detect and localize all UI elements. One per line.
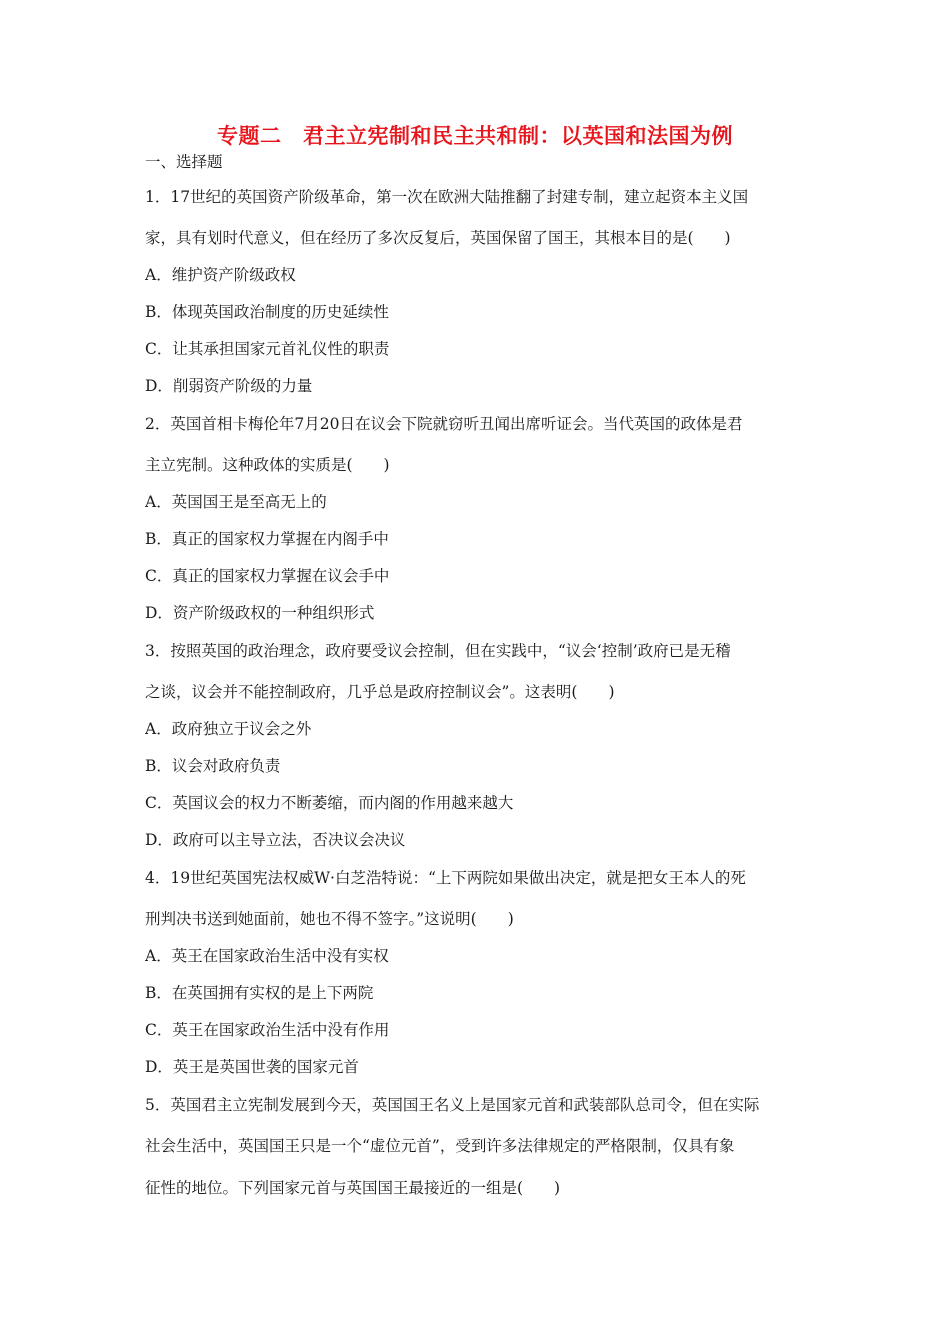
question-2-line-2: 主立宪制。这种政体的实质是( ) bbox=[145, 456, 390, 474]
question-2-option-c: C．真正的国家权力掌握在议会手中 bbox=[145, 567, 390, 585]
question-4-line-1: 4．19世纪英国宪法权威W·白芝浩特说：“上下两院如果做出决定，就是把女王本人的死 bbox=[145, 869, 746, 887]
question-2-option-d: D．资产阶级政权的一种组织形式 bbox=[145, 604, 375, 622]
question-4-option-a: A．英王在国家政治生活中没有实权 bbox=[145, 947, 389, 965]
question-1-line-2: 家，具有划时代意义，但在经历了多次反复后，英国保留了国王，其根本目的是( ) bbox=[145, 229, 731, 247]
question-2-line-1: 2．英国首相卡梅伦年7月20日在议会下院就窃听丑闻出席听证会。当代英国的政体是君 bbox=[145, 415, 743, 433]
question-1-option-c: C．让其承担国家元首礼仪性的职责 bbox=[145, 340, 390, 358]
question-3-option-a: A．政府独立于议会之外 bbox=[145, 720, 312, 738]
question-1-line-1: 1．17世纪的英国资产阶级革命，第一次在欧洲大陆推翻了封建专制，建立起资本主义国 bbox=[145, 188, 749, 206]
question-3-option-b: B．议会对政府负责 bbox=[145, 757, 281, 775]
question-3-line-1: 3．按照英国的政治理念，政府要受议会控制，但在实践中，“议会‘控制’政府已是无稽 bbox=[145, 642, 731, 660]
question-5-line-1: 5．英国君主立宪制发展到今天，英国国王名义上是国家元首和武装部队总司令，但在实际 bbox=[145, 1096, 760, 1114]
question-4-option-b: B．在英国拥有实权的是上下两院 bbox=[145, 984, 374, 1002]
question-2-option-b: B．真正的国家权力掌握在内阁手中 bbox=[145, 530, 389, 548]
question-4-option-d: D．英王是英国世袭的国家元首 bbox=[145, 1058, 359, 1076]
question-4-option-c: C．英王在国家政治生活中没有作用 bbox=[145, 1021, 390, 1039]
question-1-option-d: D．削弱资产阶级的力量 bbox=[145, 377, 313, 395]
question-5-line-2: 社会生活中，英国国王只是一个“虚位元首”，受到许多法律规定的严格限制，仅具有象 bbox=[145, 1137, 735, 1155]
question-1-option-a: A．维护资产阶级政权 bbox=[145, 266, 296, 284]
section-heading: 一、选择题 bbox=[145, 153, 223, 171]
question-3-line-2: 之谈，议会并不能控制政府，几乎总是政府控制议会”。这表明( ) bbox=[145, 683, 615, 701]
question-1-option-b: B．体现英国政治制度的历史延续性 bbox=[145, 303, 389, 321]
question-4-line-2: 刑判决书送到她面前，她也不得不签字。”这说明( ) bbox=[145, 910, 514, 928]
question-3-option-c: C．英国议会的权力不断萎缩，而内阁的作用越来越大 bbox=[145, 794, 514, 812]
question-2-option-a: A．英国国王是至高无上的 bbox=[145, 493, 327, 511]
question-3-option-d: D．政府可以主导立法，否决议会决议 bbox=[145, 831, 406, 849]
question-5-line-3: 征性的地位。下列国家元首与英国国王最接近的一组是( ) bbox=[145, 1179, 561, 1197]
page-title: 专题二 君主立宪制和民主共和制：以英国和法国为例 bbox=[217, 123, 733, 148]
